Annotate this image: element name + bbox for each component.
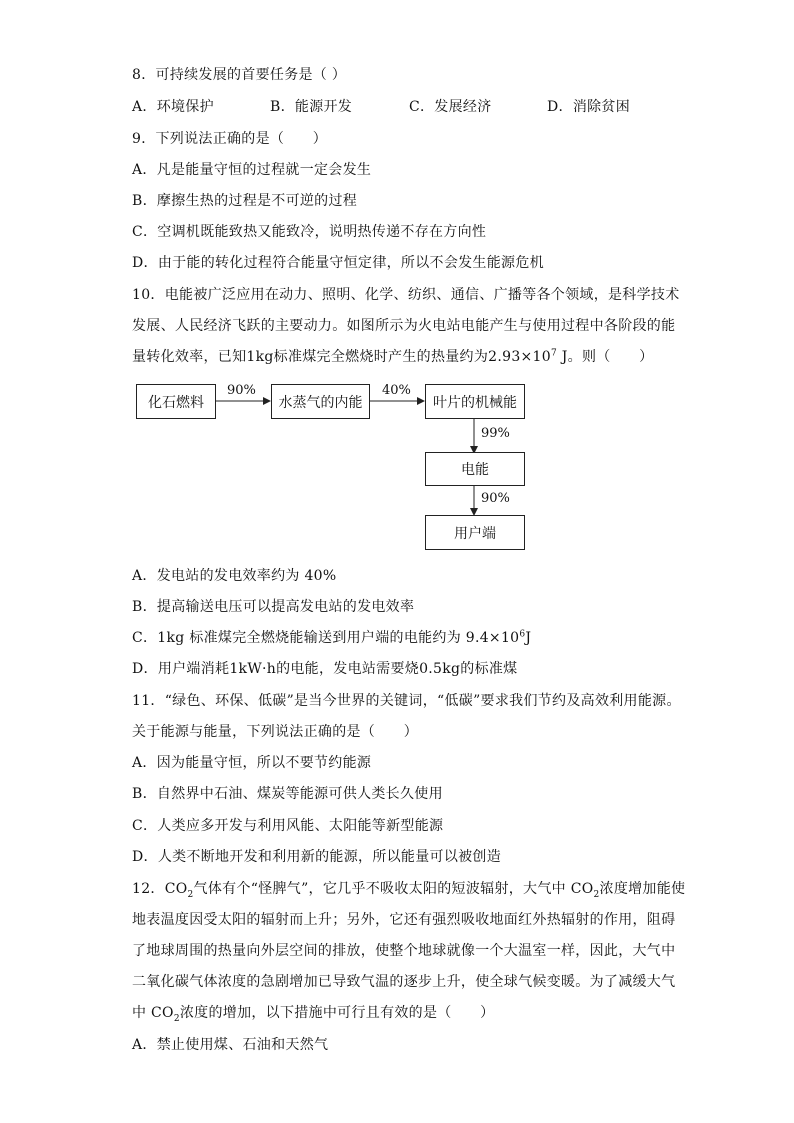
q12-stem-line3: 了地球周围的热量向外层空间的排放，使整个地球就像一个大温室一样，因此，大气中	[132, 943, 676, 959]
co2-subscript: 2	[173, 1013, 180, 1024]
q10-stem-line2: 发展、人民经济飞跃的主要动力。如图所示为火电站电能产生与使用过程中各阶段的能	[132, 318, 676, 334]
q12-l1-part-a: 12．CO	[132, 881, 188, 897]
q9-option-b: B．摩擦生热的过程是不可逆的过程	[132, 193, 358, 209]
box-electric-energy: 电能	[425, 452, 525, 486]
q10-option-b: B．提高输送电压可以提高发电站的发电效率	[132, 599, 415, 615]
q11-stem-line1: 11．“绿色、环保、低碳”是当今世界的关键词，“低碳”要求我们节约及高效利用能源。	[132, 693, 681, 709]
q12-stem-line4: 二氧化碳气体浓度的急剧增加已导致气温的逐步上升，使全球气候变暖。为了减缓大气	[132, 974, 676, 990]
q12-l5-part-a: 中 CO	[132, 1005, 174, 1021]
q12-l5-part-b: 浓度的增加，以下措施中可行且有效的是（ ）	[179, 1005, 495, 1021]
heat-value: 2.93×10	[488, 349, 551, 365]
co2-subscript: 2	[187, 889, 194, 900]
q10-stem-line1: 10．电能被广泛应用在动力、照明、化学、纺织、通信、广播等各个领域，是科学技术	[132, 287, 680, 303]
q10-stem-line3-text: 量转化效率，已知1kg标准煤完全燃烧时产生的热量约为	[132, 349, 489, 365]
q11-option-c: C．人类应多开发与利用风能、太阳能等新型能源	[132, 818, 444, 834]
q10-option-a: A．发电站的发电效率约为 40%	[132, 568, 337, 584]
q8-option-d: D．消除贫困	[547, 99, 631, 115]
q11-stem-line2: 关于能源与能量，下列说法正确的是（ ）	[132, 724, 418, 740]
efficiency-label-4: 90%	[481, 491, 510, 506]
q10-option-c-text: C．1kg 标准煤完全燃烧能输送到用户端的电能约为 9.4×10	[132, 630, 520, 646]
q9-option-d: D．由于能的转化过程符合能量守恒定律，所以不会发生能源危机	[132, 255, 544, 271]
box-user-end: 用户端	[425, 515, 525, 550]
q12-stem-line5	[132, 1004, 494, 1022]
efficiency-label-1: 90%	[227, 383, 256, 398]
q11-option-b: B．自然界中石油、煤炭等能源可供人类长久使用	[132, 786, 443, 802]
q10-option-c-exponent: 6	[519, 629, 526, 640]
efficiency-label-2: 40%	[382, 383, 411, 398]
q8-option-a: A．环境保护	[132, 99, 214, 115]
q8-option-c: C．发展经济	[409, 99, 492, 115]
box-blade-mechanical: 叶片的机械能	[425, 384, 525, 419]
q12-stem-line1	[132, 880, 685, 898]
q8-option-b: B．能源开发	[270, 99, 353, 115]
q12-l1-part-b: 气体有个“怪脾气”，它几乎不吸收太阳的短波辐射，大气中 CO	[193, 881, 594, 897]
q11-option-d: D．人类不断地开发和利用新的能源，所以能量可以被创造	[132, 849, 502, 865]
efficiency-label-3: 99%	[481, 426, 510, 441]
q10-stem-tail: J。则（ ）	[557, 349, 654, 365]
q12-option-a: A．禁止使用煤、石油和天然气	[132, 1037, 329, 1053]
q12-l1-part-c: 浓度增加能使	[599, 881, 686, 897]
q9-option-c: C．空调机既能致热又能致冷，说明热传递不存在方向性	[132, 224, 487, 240]
q9-stem: 9．下列说法正确的是（ ）	[132, 131, 328, 147]
box-steam-energy: 水蒸气的内能	[271, 384, 370, 419]
box-fossil-fuel: 化石燃料	[136, 384, 216, 419]
q10-option-c	[132, 629, 531, 647]
co2-subscript: 2	[593, 889, 600, 900]
heat-exponent: 7	[550, 348, 558, 359]
q11-option-a: A．因为能量守恒，所以不要节约能源	[132, 755, 372, 771]
q10-option-c-unit: J	[525, 630, 532, 646]
q10-option-d: D．用户端消耗1kW·h的电能，发电站需要烧0.5kg的标准煤	[132, 661, 518, 677]
q8-stem: 8．可持续发展的首要任务是（ ）	[132, 67, 347, 83]
q12-stem-line2: 地表温度因受太阳的辐射而上升；另外，它还有强烈吸收地面红外热辐射的作用，阻碍	[132, 912, 676, 928]
q9-option-a: A．凡是能量守恒的过程就一定会发生	[132, 162, 372, 178]
